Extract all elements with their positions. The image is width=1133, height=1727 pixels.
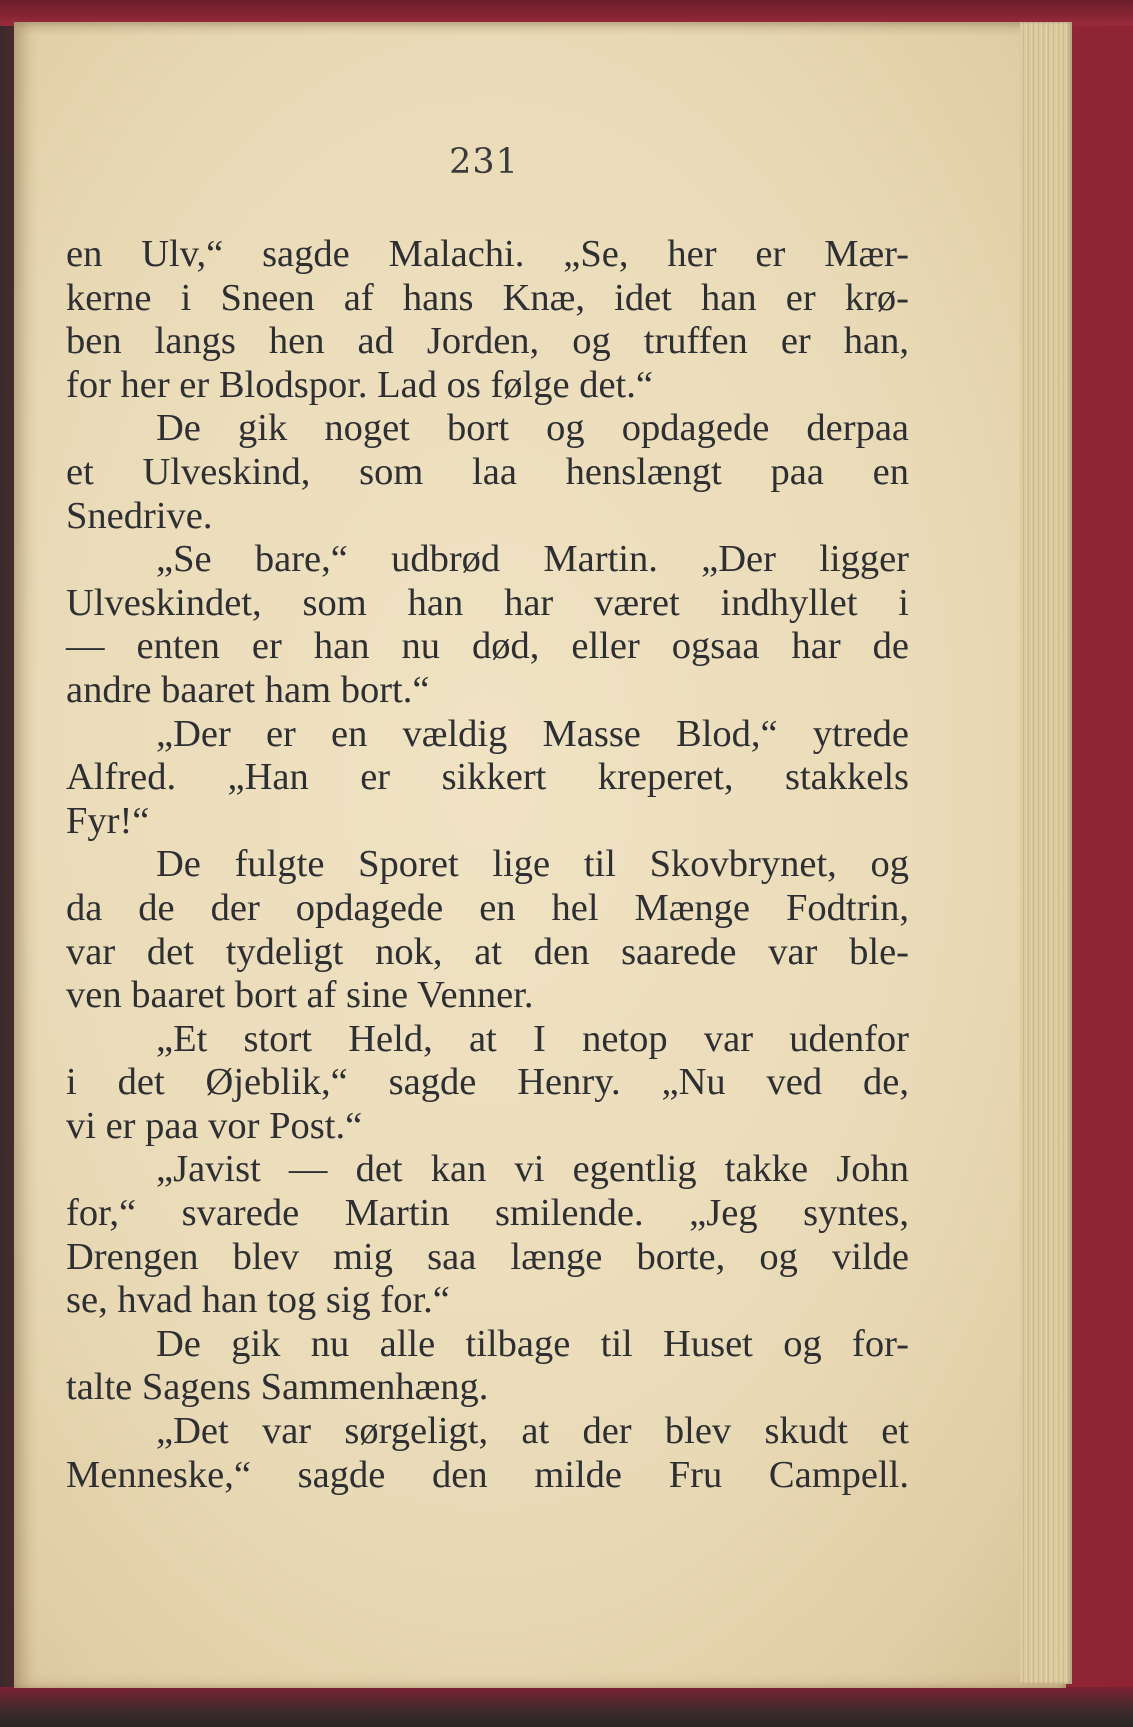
text-line: Menneske,“ sagde den milde Fru Campell. (66, 1453, 909, 1496)
text-line: talte Sagens Sammenhæng. (66, 1366, 489, 1409)
text-line: „Javist — det kan vi egentlig takke John (156, 1148, 909, 1191)
text-line: en Ulv,“ sagde Malachi. „Se, her er Mær- (66, 233, 909, 275)
text-line: var det tydeligt nok, at den saarede var ble- (66, 930, 909, 973)
text-line: Ulveskindet, som han har været indhyllet i (66, 581, 909, 624)
page-edges (1020, 22, 1072, 1684)
text-line: Snedrive. (66, 494, 213, 537)
text-line: — enten er han nu død, eller ogsaa har de (66, 625, 909, 668)
text-line: De fulgte Sporet lige til Skovbrynet, og (156, 843, 909, 886)
page-text (66, 233, 909, 1497)
text-line: vi er paa vor Post.“ (66, 1104, 363, 1147)
text-line: se, hvad han tog sig for.“ (66, 1279, 450, 1322)
text-line: for,“ svarede Martin smilende. „Jeg syntes, (66, 1192, 909, 1235)
text-line: ven baaret bort af sine Venner. (66, 974, 534, 1017)
cover-bottom-edge (0, 1687, 1133, 1727)
text-line: „Se bare,“ udbrød Martin. „Der ligger (156, 538, 909, 581)
book-page (14, 22, 1066, 1688)
text-line: „Det var sørgeligt, at der blev skudt et (156, 1410, 909, 1453)
text-line: De gik noget bort og opdagede derpaa (156, 407, 909, 450)
text-line: kerne i Sneen af hans Knæ, idet han er krø- (66, 276, 909, 319)
text-line: et Ulveskind, som laa henslængt paa en (66, 450, 909, 493)
text-line: da de der opdagede en hel Mænge Fodtrin, (66, 886, 909, 929)
text-line: De gik nu alle tilbage til Huset og for- (156, 1322, 909, 1365)
text-line: Alfred. „Han er sikkert kreperet, stakkels (66, 756, 909, 799)
text-line: for her er Blodspor. Lad os følge det.“ (66, 363, 653, 406)
text-line: „Et stort Held, at I netop var udenfor (156, 1017, 909, 1060)
page-number: 231 (449, 142, 519, 182)
text-line: i det Øjeblik,“ sagde Henry. „Nu ved de, (66, 1061, 909, 1104)
text-line: andre baaret ham bort.“ (66, 668, 430, 711)
text-line: ben langs hen ad Jorden, og truffen er han, (66, 320, 909, 363)
text-line: Drengen blev mig saa længe borte, og vilde (66, 1235, 909, 1278)
text-line: „Der er en vældig Masse Blod,“ ytrede (156, 712, 909, 755)
text-line: Fyr!“ (66, 799, 150, 842)
